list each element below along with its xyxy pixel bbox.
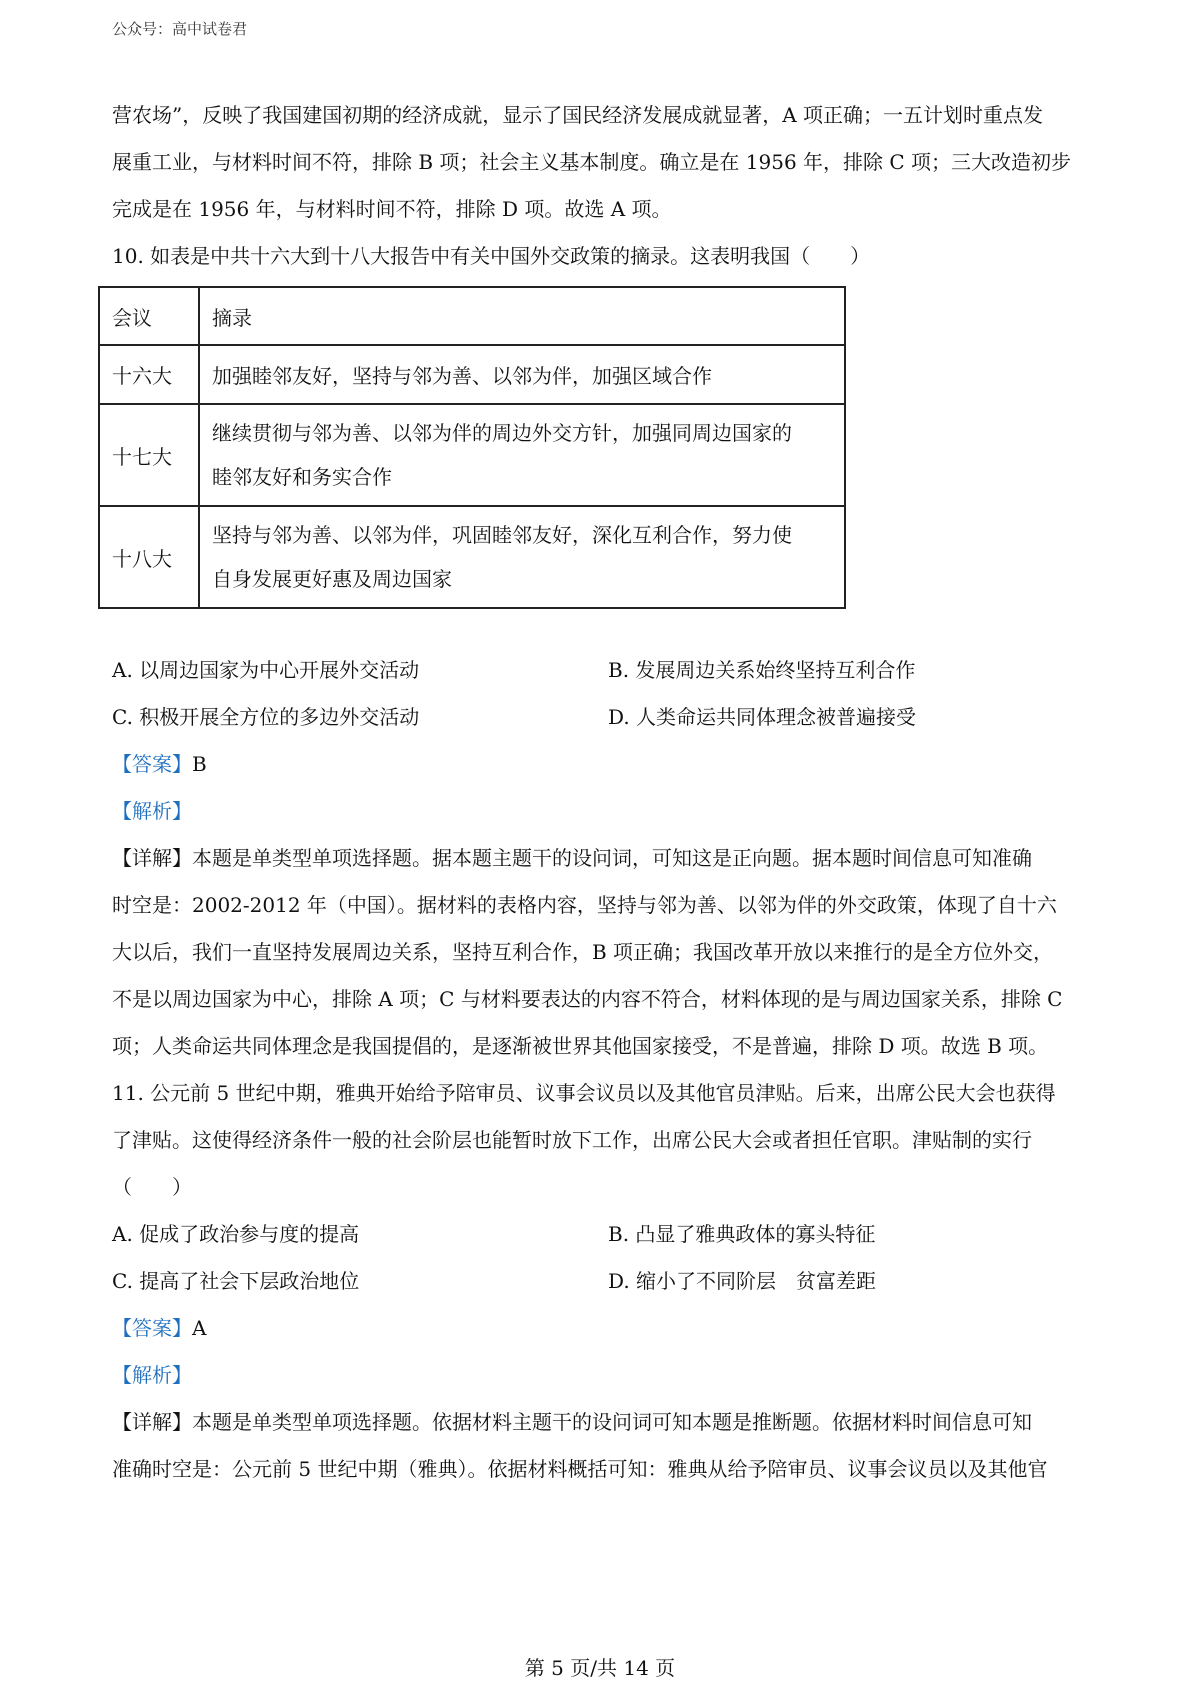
table-cell-excerpt — [199, 345, 845, 404]
q10-option-b: B. 发展周边关系始终坚持互利合作 — [608, 658, 916, 682]
q10-option-d: D. 人类命运共同体理念被普遍接受 — [608, 705, 917, 729]
q10-detail-line-2: 时空是：2002-2012 年（中国）。据材料的表格内容，坚持与邻为善、以邻为伴的外交政策，体现了自十六 — [112, 893, 1057, 917]
table-header-row — [99, 287, 845, 345]
table-cell-excerpt — [199, 506, 845, 608]
q11-options — [112, 1211, 1100, 1305]
q10-detail-line-1: 【详解】本题是单类型单项选择题。据本题主题干的设问词，可知这是正向题。据本题时间信息可知准确 — [112, 846, 1032, 870]
q10-answer — [112, 741, 1100, 788]
table-cell-meeting: 十六大 — [99, 345, 199, 404]
q10-option-a: A. 以周边国家为中心开展外交活动 — [112, 658, 420, 682]
table-cell-meeting: 十八大 — [99, 506, 199, 608]
analysis-tag: 【解析】 — [112, 799, 192, 823]
q10-analysis-heading — [112, 788, 1100, 835]
q10-option-c: C. 积极开展全方位的多边外交活动 — [112, 705, 420, 729]
excerpt-line: 坚持与邻为善、以邻为伴，巩固睦邻友好，深化互利合作，努力使 — [212, 523, 792, 547]
q10-table — [98, 286, 846, 609]
q11-analysis-heading — [112, 1352, 1100, 1399]
page-content — [112, 92, 1100, 1493]
table-header-excerpt: 摘录 — [199, 287, 845, 345]
q11-option-d: D. 缩小了不同阶层 贫富差距 — [608, 1269, 877, 1293]
answer-tag: 【答案】 — [112, 752, 192, 776]
answer-value: A — [192, 1316, 207, 1340]
q10-detail-line-5: 项；人类命运共同体理念是我国提倡的，是逐渐被世界其他国家接受，不是普遍，排除 D 项。故选 B 项。 — [112, 1034, 1049, 1058]
excerpt-line: 加强睦邻友好，坚持与邻为善、以邻为伴，加强区域合作 — [212, 364, 712, 388]
q11-detail-line-2: 准确时空是：公元前 5 世纪中期（雅典）。依据材料概括可知：雅典从给予陪审员、议事会议员以及其他官 — [112, 1457, 1048, 1481]
q9-analysis-line-2: 展重工业，与材料时间不符，排除 B 项；社会主义基本制度。确立是在 1956 年，排除 C 项；三大改造初步 — [112, 150, 1072, 174]
page-header: 公众号：高中试卷君 — [112, 20, 248, 38]
q9-analysis-line-3: 完成是在 1956 年，与材料时间不符，排除 D 项。故选 A 项。 — [112, 197, 672, 221]
table-row — [99, 345, 845, 404]
q10-stem: 10. 如表是中共十六大到十八大报告中有关中国外交政策的摘录。这表明我国（ ） — [112, 244, 871, 268]
q11-option-c: C. 提高了社会下层政治地位 — [112, 1269, 360, 1293]
table-row — [99, 404, 845, 506]
q11-stem-line-3: （ ） — [112, 1175, 192, 1199]
analysis-tag: 【解析】 — [112, 1363, 192, 1387]
table-cell-meeting: 十七大 — [99, 404, 199, 506]
answer-tag: 【答案】 — [112, 1316, 192, 1340]
table-row — [99, 506, 845, 608]
q11-option-b: B. 凸显了雅典政体的寡头特征 — [608, 1222, 876, 1246]
q10-detail-line-3: 大以后，我们一直坚持发展周边关系，坚持互利合作，B 项正确；我国改革开放以来推行的是全方位外交， — [112, 940, 1054, 964]
q11-option-a: A. 促成了政治参与度的提高 — [112, 1222, 360, 1246]
q10-detail-line-4: 不是以周边国家为中心，排除 A 项；C 与材料要表达的内容不符合，材料体现的是与周边国家关系，排除 C — [112, 987, 1063, 1011]
table-header-meeting: 会议 — [99, 287, 199, 345]
excerpt-line: 自身发展更好惠及周边国家 — [212, 567, 452, 591]
q11-stem-line-1: 11. 公元前 5 世纪中期，雅典开始给予陪审员、议事会议员以及其他官员津贴。后来，出席公民大会也获得 — [112, 1081, 1056, 1105]
q11-detail-line-1: 【详解】本题是单类型单项选择题。依据材料主题干的设问词可知本题是推断题。依据材料时间信息可知 — [112, 1410, 1032, 1434]
q11-answer — [112, 1305, 1100, 1352]
excerpt-line: 继续贯彻与邻为善、以邻为伴的周边外交方针，加强同周边国家的 — [212, 421, 792, 445]
page-footer: 第 5 页/共 14 页 — [524, 1656, 676, 1680]
table-cell-excerpt — [199, 404, 845, 506]
q11-stem-line-2: 了津贴。这使得经济条件一般的社会阶层也能暂时放下工作，出席公民大会或者担任官职。津贴制的实行 — [112, 1128, 1032, 1152]
q9-analysis-line-1: 营农场”，反映了我国建国初期的经济成就，显示了国民经济发展成就显著，A 项正确；一五计划时重点发 — [112, 103, 1044, 127]
answer-value: B — [192, 752, 207, 776]
q10-options — [112, 647, 1100, 741]
excerpt-line: 睦邻友好和务实合作 — [212, 465, 392, 489]
